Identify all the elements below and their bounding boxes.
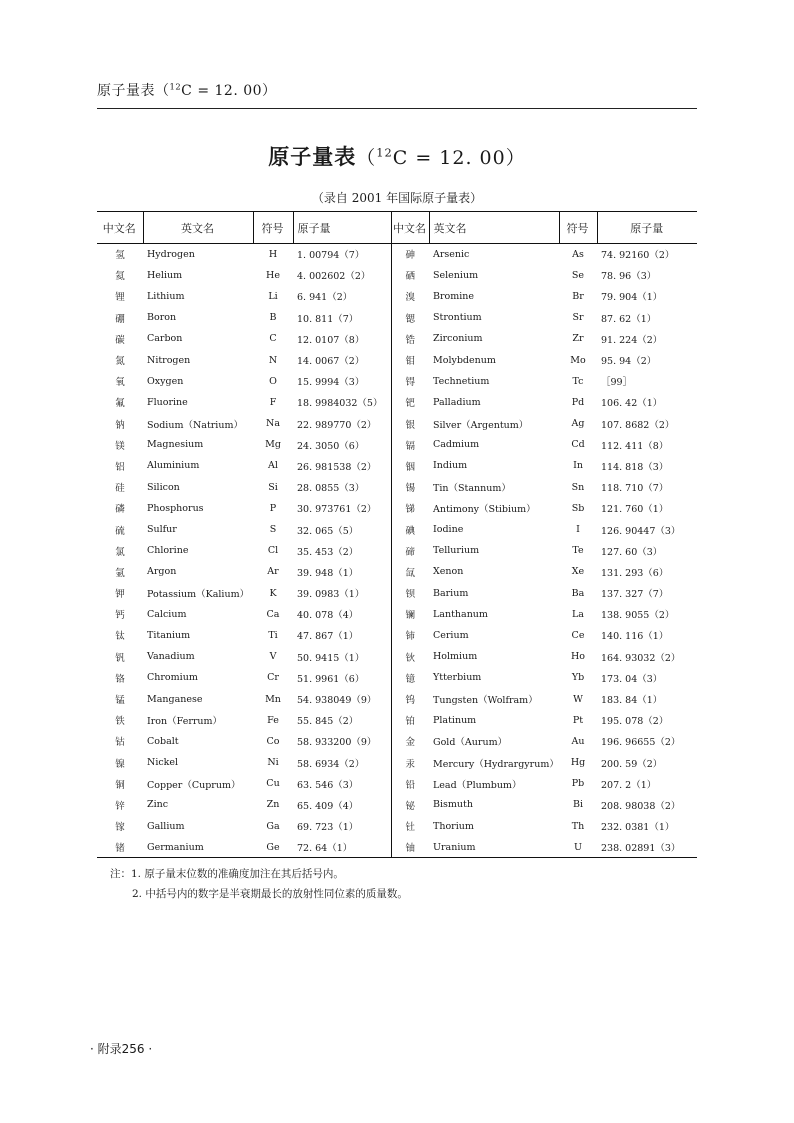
symbol-left: O [269,375,277,387]
table-row [97,583,697,604]
symbol-right: La [572,608,584,620]
header-symbol-left: 符号 [253,212,293,244]
atomic-weight-right: 126. 90447（3） [601,525,681,537]
symbol-right: Se [571,269,585,281]
chinese-name-left: 碳 [115,334,125,346]
symbol-left: S [269,524,277,536]
english-name-left: Magnesium [147,439,204,451]
table-row [97,773,697,794]
chinese-name-right: 硒 [391,265,429,286]
english-name-left: Copper（Cuprum） [147,779,241,791]
english-name-right: Palladium [433,396,481,408]
chinese-name-left: 镍 [115,758,125,770]
symbol-right: Ho [570,651,585,663]
chinese-name-left: 硫 [115,525,125,537]
english-name-right: Gold（Aurum） [433,737,508,749]
chinese-name-left: 铜 [115,779,125,791]
page-number: · 附录256 · [90,1042,153,1056]
symbol-left: Cr [267,672,279,684]
english-name-right: Antimony（Stibium） [433,504,536,516]
chinese-name-right: 金 [391,731,429,752]
chinese-name-right: 锡 [391,477,429,498]
chinese-name-left: 氟 [115,398,125,410]
symbol-left: Na [266,418,280,430]
atomic-weight-left: 30. 973761（2） [297,504,377,516]
symbol-right: Ag [571,418,585,430]
chinese-name-left: 钴 [115,737,125,749]
english-name-left: Oxygen [147,375,184,387]
table-row [97,794,697,815]
atomic-weight-right: 91. 224（2） [601,334,663,346]
english-name-right: Zirconium [433,333,483,345]
symbol-right: Br [572,290,584,302]
chinese-name-left: 氢 [115,250,125,262]
english-name-left: Boron [147,312,177,324]
symbol-right: Hg [570,757,586,769]
atomic-weight-right: 140. 116（1） [601,631,669,643]
atomic-weight-right: 208. 98038（2） [601,800,681,812]
symbol-left: Al [268,460,278,472]
english-name-right: Uranium [429,837,559,858]
english-name-right: Selenium [433,269,479,281]
symbol-left: C [269,333,277,345]
atomic-weight-right: 138. 9055（2） [601,610,675,622]
chinese-name-right: 钯 [391,392,429,413]
table-row [97,349,697,370]
english-name-left: Potassium（Kalium） [147,589,250,601]
chinese-name-right: 溴 [391,286,429,307]
symbol-left: Fe [267,714,279,726]
english-name-left: Aluminium [147,460,200,472]
symbol-right: Ce [571,629,585,641]
atomic-weight-right: 195. 078（2） [601,716,669,728]
header-symbol-right: 符号 [559,212,597,244]
atomic-weight-left: 63. 546（3） [297,779,359,791]
atomic-weight-right: 127. 60（3） [601,546,663,558]
english-name-right: Barium [433,587,469,599]
chinese-name-left: 磷 [115,504,125,516]
symbol-left: Mg [265,439,281,451]
table-row [97,667,697,688]
symbol-left: He [266,269,280,281]
chinese-name-left: 硅 [115,483,125,495]
english-name-left: Germanium [143,837,253,858]
chinese-name-left: 铁 [115,716,125,728]
table-row [97,731,697,752]
english-name-right: Mercury（Hydrargyrum） [433,758,559,770]
symbol-right: Yb [571,672,585,684]
symbol-left: V [269,651,277,663]
table-row [97,477,697,498]
table-row [97,646,697,667]
atomic-weight-left: 51. 9961（6） [297,673,365,685]
atomic-weight-right: 87. 62（1） [601,313,657,325]
atomic-weight-left: 55. 845（2） [297,716,359,728]
chinese-name-right: 镱 [391,667,429,688]
atomic-weight-left: 32. 065（5） [297,525,359,537]
chinese-name-right: 钼 [391,349,429,370]
symbol-right: Tc [572,375,584,387]
chinese-name-left: 氩 [115,567,125,579]
chinese-name-left: 钠 [115,419,125,431]
symbol-left: Mn [265,693,281,705]
english-name-right: Tin（Stannum） [433,483,511,495]
english-name-left: Silicon [147,481,180,493]
atomic-weight-right: 232. 0381（1） [601,822,675,834]
chinese-name-right: 锝 [391,371,429,392]
note-2: 2. 中括号内的数字是半衰期最长的放射性同位素的质量数。 [132,888,408,900]
table-subtitle: （录自 2001 年国际原子量表） [311,191,483,205]
chinese-name-right: 氙 [391,561,429,582]
atomic-weight-right: 95. 94（2） [601,356,657,368]
atomic-weight-right: 121. 760（1） [601,504,669,516]
table-row [97,498,697,519]
symbol-left: Ga [266,820,280,832]
atomic-weight-right: 112. 411（8） [601,440,669,452]
chinese-name-right: 砷 [391,244,429,265]
symbol-right: Sn [571,481,585,493]
symbol-right: Sb [571,502,585,514]
english-name-left: Hydrogen [147,248,195,260]
english-name-right: Holmium [433,651,478,663]
symbol-right: Xe [571,566,585,578]
english-name-right: Strontium [433,312,482,324]
english-name-left: Zinc [147,799,169,811]
chinese-name-left: 钾 [115,589,125,601]
atomic-weight-right: 200. 59（2） [601,758,663,770]
chinese-name-right: 汞 [391,752,429,773]
atomic-weight-left: 24. 3050（6） [297,440,365,452]
symbol-right: As [572,248,584,260]
english-name-right: Tellurium [433,545,480,557]
atomic-weight-right: 118. 710（7） [601,483,669,495]
atomic-weight-right: 131. 293（6） [601,567,669,579]
table-row [97,540,697,561]
symbol-left: F [269,396,277,408]
symbol-right: Pb [571,778,585,790]
english-name-left: Iron（Ferrum） [147,716,223,728]
table-row [97,244,697,265]
symbol-left: Ca [266,608,280,620]
atomic-weight-right: 74. 92160（2） [601,250,675,262]
english-name-left: Fluorine [147,396,188,408]
chinese-name-left: 硼 [115,313,125,325]
english-name-left: Titanium [147,629,191,641]
chinese-name-left: 镁 [115,440,125,452]
atomic-weight-left: 26. 981538（2） [297,461,377,473]
atomic-weight-right: 173. 04（3） [601,673,663,685]
atomic-weight-left: 65. 409（4） [297,800,359,812]
symbol-right: W [573,693,583,705]
atomic-weight-right: 207. 2（1） [601,779,657,791]
english-name-right: Platinum [433,714,477,726]
symbol-left: Li [268,290,278,302]
chinese-name-left: 锌 [115,800,125,812]
atomic-weight-right: 137. 327（7） [601,589,669,601]
english-name-right: Xenon [433,566,464,578]
symbol-left: Zn [266,799,280,811]
atomic-weight-left: 12. 0107（8） [297,334,365,346]
atomic-weight-left: 35. 453（2） [297,546,359,558]
header-atomic-weight-right: 原子量 [597,212,697,244]
table-row [97,519,697,540]
header-chinese-name-right: 中文名 [391,212,429,244]
english-name-right: Bromine [433,290,475,302]
symbol-left: N [268,354,278,366]
running-header: 原子量表（$^{12}$C = 12. 00） [97,81,277,99]
english-name-right: Arsenic [433,248,470,260]
symbol-left: Co [266,735,280,747]
atomic-weight-left: 15. 9994（3） [297,377,365,389]
atomic-weight-right: 78. 96（3） [601,271,657,283]
chinese-name-right: 镉 [391,434,429,455]
table-row [97,286,697,307]
table-row [97,752,697,773]
notes [110,864,408,904]
symbol-right: Th [571,820,585,832]
english-name-right: Ytterbium [433,672,482,684]
symbol-right: I [576,524,580,536]
atomic-weight-left: 10. 811（7） [297,313,359,325]
table-row [97,625,697,646]
symbol-left: Si [268,481,278,493]
english-name-right: Cerium [433,629,469,641]
table-row [97,710,697,731]
atomic-weight-table [97,211,697,858]
symbol-left: Cu [266,778,280,790]
symbol-right: In [573,460,583,472]
chinese-name-right: 镧 [391,604,429,625]
english-name-left: Argon [147,566,177,578]
atomic-weight-left: 39. 0983（1） [297,589,365,601]
symbol-left: Ni [267,757,279,769]
chinese-name-left: 锂 [115,292,125,304]
chinese-name-left: 钙 [115,610,125,622]
atomic-weight-right: 79. 904（1） [601,292,663,304]
english-name-left: Helium [147,269,183,281]
atomic-weight-left: 54. 938049（9） [297,695,377,707]
table-row [97,816,697,837]
atomic-weight-left: 58. 6934（2） [297,758,365,770]
symbol-right: U [559,837,597,858]
english-name-left: Phosphorus [147,502,204,514]
chinese-name-right: 铋 [391,794,429,815]
chinese-name-left: 氮 [115,356,125,368]
atomic-weight-left: 22. 989770（2） [297,419,377,431]
english-name-right: Tungsten（Wolfram） [433,695,538,707]
chinese-name-left: 氯 [115,546,125,558]
chinese-name-left: 铬 [115,673,125,685]
english-name-right: Silver（Argentum） [433,419,529,431]
symbol-right: Ba [571,587,585,599]
atomic-weight-left: 72. 64（1） [293,837,391,858]
table-row [97,455,697,476]
atomic-weight-right: 196. 96655（2） [601,737,681,749]
english-name-left: Lithium [147,290,185,302]
chinese-name-left: 氧 [115,377,125,389]
table-row [97,837,697,858]
chinese-name-left: 钛 [115,631,125,643]
table-row [97,688,697,709]
atomic-weight-right: 106. 42（1） [601,398,663,410]
table-row [97,561,697,582]
chinese-name-right: 钬 [391,646,429,667]
english-name-left: Vanadium [147,651,195,663]
table-row [97,413,697,434]
atomic-weight-left: 14. 0067（2） [297,356,365,368]
atomic-weight-right: ［99］ [601,377,633,389]
english-name-left: Nitrogen [147,354,191,366]
english-name-right: Lead（Plumbum） [433,779,522,791]
symbol-left: Ar [267,566,279,578]
note-1: 注：1. 原子量末位数的准确度加注在其后括号内。 [110,868,344,880]
symbol-right: Te [572,545,584,557]
chinese-name-right: 碘 [391,519,429,540]
atomic-weight-left: 50. 9415（1） [297,652,365,664]
table-row [97,328,697,349]
symbol-right: Mo [570,354,586,366]
english-name-left: Chlorine [147,545,189,557]
chinese-name-right: 铈 [391,625,429,646]
symbol-left: Ge [253,837,293,858]
english-name-right: Cadmium [433,439,480,451]
english-name-left: Carbon [147,333,183,345]
atomic-weight-left: 40. 078（4） [297,610,359,622]
english-name-left: Chromium [147,672,198,684]
english-name-left: Nickel [147,757,179,769]
symbol-left: Cl [267,545,279,557]
atomic-weight-left: 69. 723（1） [297,822,359,834]
atomic-weight-left: 58. 933200（9） [297,737,377,749]
english-name-right: Technetium [433,375,490,387]
table-body [97,244,697,858]
table-row [97,265,697,286]
chinese-name-right: 锑 [391,498,429,519]
symbol-right: Cd [571,439,585,451]
symbol-right: Sr [572,312,584,324]
atomic-weight-left: 4. 002602（2） [297,271,371,283]
header-atomic-weight-left: 原子量 [293,212,391,244]
symbol-left: H [268,248,278,260]
chinese-name-right: 银 [391,413,429,434]
table-row [97,371,697,392]
header-chinese-name-left: 中文名 [97,212,143,244]
english-name-left: Manganese [147,693,203,705]
english-name-left: Calcium [147,608,187,620]
chinese-name-right: 钨 [391,688,429,709]
english-name-left: Sulfur [147,524,177,536]
chinese-name-right: 碲 [391,540,429,561]
atomic-weight-left: 18. 9984032（5） [297,398,383,410]
symbol-left: B [269,312,277,324]
atomic-weight-right: 183. 84（1） [601,695,663,707]
header-rule [97,108,697,109]
english-name-right: Molybdenum [433,354,496,366]
chinese-name-left: 锗 [97,837,143,858]
english-name-left: Gallium [147,820,185,832]
atomic-weight-right: 107. 8682（2） [601,419,675,431]
chinese-name-left: 氦 [115,271,125,283]
chinese-name-right: 铀 [391,837,429,858]
header-english-name-right: 英文名 [429,212,559,244]
atomic-weight-left: 1. 00794（7） [297,250,365,262]
chinese-name-right: 铅 [391,773,429,794]
symbol-left: P [269,502,277,514]
chinese-name-right: 钡 [391,583,429,604]
atomic-weight-right: 114. 818（3） [601,461,669,473]
english-name-right: Thorium [433,820,474,832]
chinese-name-left: 钒 [115,652,125,664]
atomic-weight-left: 39. 948（1） [297,567,359,579]
symbol-right: Pd [571,396,585,408]
atomic-weight-right: 164. 93032（2） [601,652,681,664]
chinese-name-left: 镓 [115,822,125,834]
atomic-weight-left: 6. 941（2） [297,292,353,304]
table-row [97,604,697,625]
symbol-right: Bi [572,799,584,811]
chinese-name-right: 锆 [391,328,429,349]
chinese-name-right: 锶 [391,307,429,328]
table-row [97,307,697,328]
table-row [97,392,697,413]
english-name-right: Bismuth [433,799,473,811]
atomic-weight-right: 238. 02891（3） [597,837,697,858]
symbol-right: Pt [572,714,584,726]
atomic-weight-left: 47. 867（1） [297,631,359,643]
symbol-left: K [269,587,277,599]
english-name-right: Lanthanum [433,608,488,620]
english-name-left: Sodium（Natrium） [147,419,243,431]
chinese-name-right: 铂 [391,710,429,731]
page-title: 原子量表（$^{12}$C = 12. 00） [268,144,526,169]
symbol-right: Au [571,735,585,747]
chinese-name-left: 铝 [115,461,125,473]
english-name-left: Cobalt [147,735,179,747]
english-name-right: Iodine [433,524,464,536]
chinese-name-left: 锰 [115,695,125,707]
symbol-left: Ti [268,629,278,641]
english-name-right: Indium [433,460,468,472]
symbol-right: Zr [572,333,584,345]
table-header-row [97,212,697,244]
atomic-weight-left: 28. 0855（3） [297,483,365,495]
chinese-name-right: 钍 [391,816,429,837]
chinese-name-right: 铟 [391,455,429,476]
table-row [97,434,697,455]
header-english-name-left: 英文名 [143,212,253,244]
